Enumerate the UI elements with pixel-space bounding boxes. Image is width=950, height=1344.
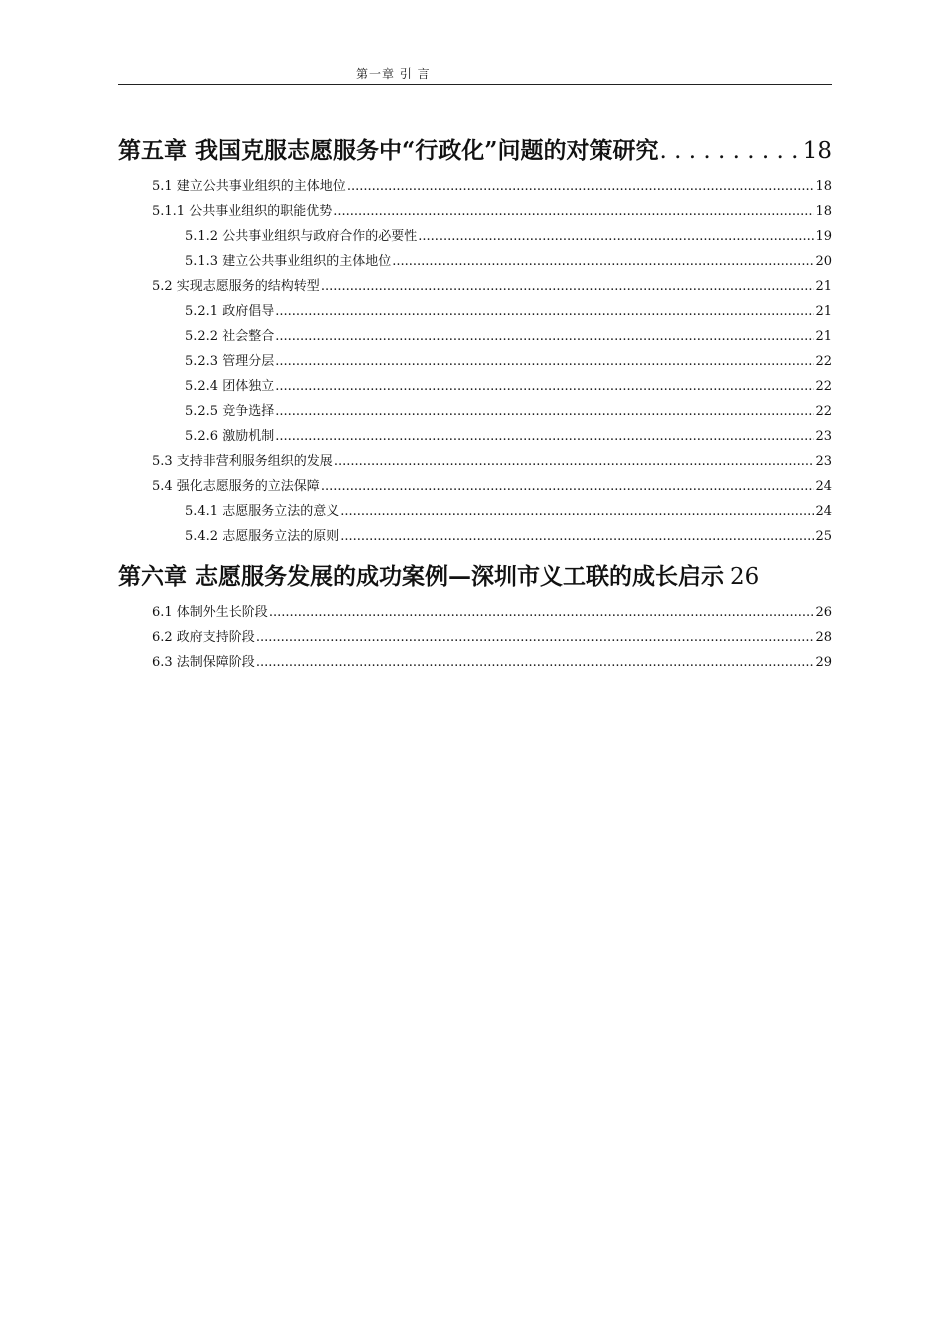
toc-entry-label: 5.2.5 竞争选择: [185, 404, 275, 419]
toc-entry-6-1[interactable]: [118, 600, 832, 625]
toc-entry-label: 5.1.3 建立公共事业组织的主体地位: [185, 254, 392, 269]
toc-leader-dots: [321, 474, 815, 499]
toc-page-number: 25: [815, 529, 832, 544]
toc-leader-dots: [256, 650, 815, 675]
toc-entry-label: 5.2.2 社会整合: [185, 329, 275, 344]
table-of-contents: [118, 132, 832, 675]
toc-page-number: 21: [815, 304, 832, 319]
toc-entry-5-2[interactable]: [118, 274, 832, 299]
toc-entry-label: 5.4 强化志愿服务的立法保障: [152, 479, 320, 494]
toc-entry-5-4[interactable]: [118, 474, 832, 499]
toc-leader-dots: [275, 299, 814, 324]
toc-leader-dots: [275, 374, 814, 399]
toc-entry-5-4-1[interactable]: [118, 499, 832, 524]
toc-page-number: 20: [815, 254, 832, 269]
toc-entry-5-2-1[interactable]: [118, 299, 832, 324]
toc-entry-label: 5.2.6 激励机制: [185, 429, 275, 444]
toc-chapter-5[interactable]: [118, 132, 832, 170]
toc-page-number: 18: [802, 138, 832, 164]
toc-chapter-label: 第六章 志愿服务发展的成功案例—深圳市义工联的成长启示: [118, 563, 725, 590]
toc-page-number: 28: [815, 630, 832, 645]
toc-entry-label: 6.3 法制保障阶段: [152, 655, 255, 670]
toc-page-number: 24: [815, 504, 832, 519]
toc-entry-6-3[interactable]: [118, 650, 832, 675]
toc-leader-dots: [334, 449, 815, 474]
toc-entry-label: 6.1 体制外生长阶段: [152, 605, 268, 620]
toc-page-number: 22: [815, 354, 832, 369]
toc-page-number: 22: [815, 404, 832, 419]
toc-entry-5-2-5[interactable]: [118, 399, 832, 424]
toc-chapter-6[interactable]: [118, 558, 832, 596]
toc-leader-dots: [340, 524, 814, 549]
toc-entry-5-2-6[interactable]: [118, 424, 832, 449]
toc-entry-label: 5.1 建立公共事业组织的主体地位: [152, 179, 346, 194]
running-header: [118, 64, 832, 85]
toc-page-number: 26: [730, 564, 760, 590]
toc-page-number: 29: [815, 655, 832, 670]
toc-leader-dots: [256, 625, 815, 650]
toc-chapter-label: 第五章 我国克服志愿服务中“行政化”问题的对策研究: [118, 137, 659, 164]
toc-page-number: 18: [815, 179, 832, 194]
toc-page-number: 19: [815, 229, 832, 244]
toc-page-number: 22: [815, 379, 832, 394]
toc-entry-5-1-1[interactable]: [118, 199, 832, 224]
toc-page-number: 21: [815, 329, 832, 344]
toc-page-number: 21: [815, 279, 832, 294]
toc-entry-label: 5.3 支持非营利服务组织的发展: [152, 454, 333, 469]
toc-leader-dots: [659, 132, 801, 170]
toc-leader-dots: [347, 174, 815, 199]
toc-leader-dots: [333, 199, 814, 224]
toc-entry-5-2-4[interactable]: [118, 374, 832, 399]
toc-leader-dots: [269, 600, 815, 625]
toc-entry-label: 5.4.2 志愿服务立法的原则: [185, 529, 340, 544]
toc-entry-5-2-3[interactable]: [118, 349, 832, 374]
toc-entry-5-2-2[interactable]: [118, 324, 832, 349]
toc-leader-dots: [275, 324, 814, 349]
toc-entry-label: 5.4.1 志愿服务立法的意义: [185, 504, 340, 519]
toc-entry-label: 5.1.2 公共事业组织与政府合作的必要性: [185, 229, 418, 244]
toc-entry-5-1[interactable]: [118, 174, 832, 199]
running-header-title: 第一章 引 言: [356, 67, 431, 81]
toc-leader-dots: [418, 224, 814, 249]
toc-entry-label: 5.2.3 管理分层: [185, 354, 275, 369]
toc-entry-label: 5.2.1 政府倡导: [185, 304, 275, 319]
toc-leader-dots: [275, 399, 814, 424]
toc-page-number: 24: [815, 479, 832, 494]
toc-entry-6-2[interactable]: [118, 625, 832, 650]
toc-entry-5-4-2[interactable]: [118, 524, 832, 549]
toc-leader-dots: [321, 274, 815, 299]
toc-page-number: 18: [815, 204, 832, 219]
toc-leader-dots: [275, 424, 814, 449]
toc-entry-5-1-2[interactable]: [118, 224, 832, 249]
toc-leader-dots: [275, 349, 814, 374]
toc-entry-label: 5.2.4 团体独立: [185, 379, 275, 394]
toc-entry-5-1-3[interactable]: [118, 249, 832, 274]
toc-entry-5-3[interactable]: [118, 449, 832, 474]
toc-entry-label: 5.1.1 公共事业组织的职能优势: [152, 204, 333, 219]
toc-entry-label: 5.2 实现志愿服务的结构转型: [152, 279, 320, 294]
toc-leader-dots: [392, 249, 814, 274]
toc-page-number: 23: [815, 429, 832, 444]
toc-page-number: 23: [815, 454, 832, 469]
toc-entry-label: 6.2 政府支持阶段: [152, 630, 255, 645]
toc-leader-dots: [340, 499, 814, 524]
toc-page-number: 26: [815, 605, 832, 620]
